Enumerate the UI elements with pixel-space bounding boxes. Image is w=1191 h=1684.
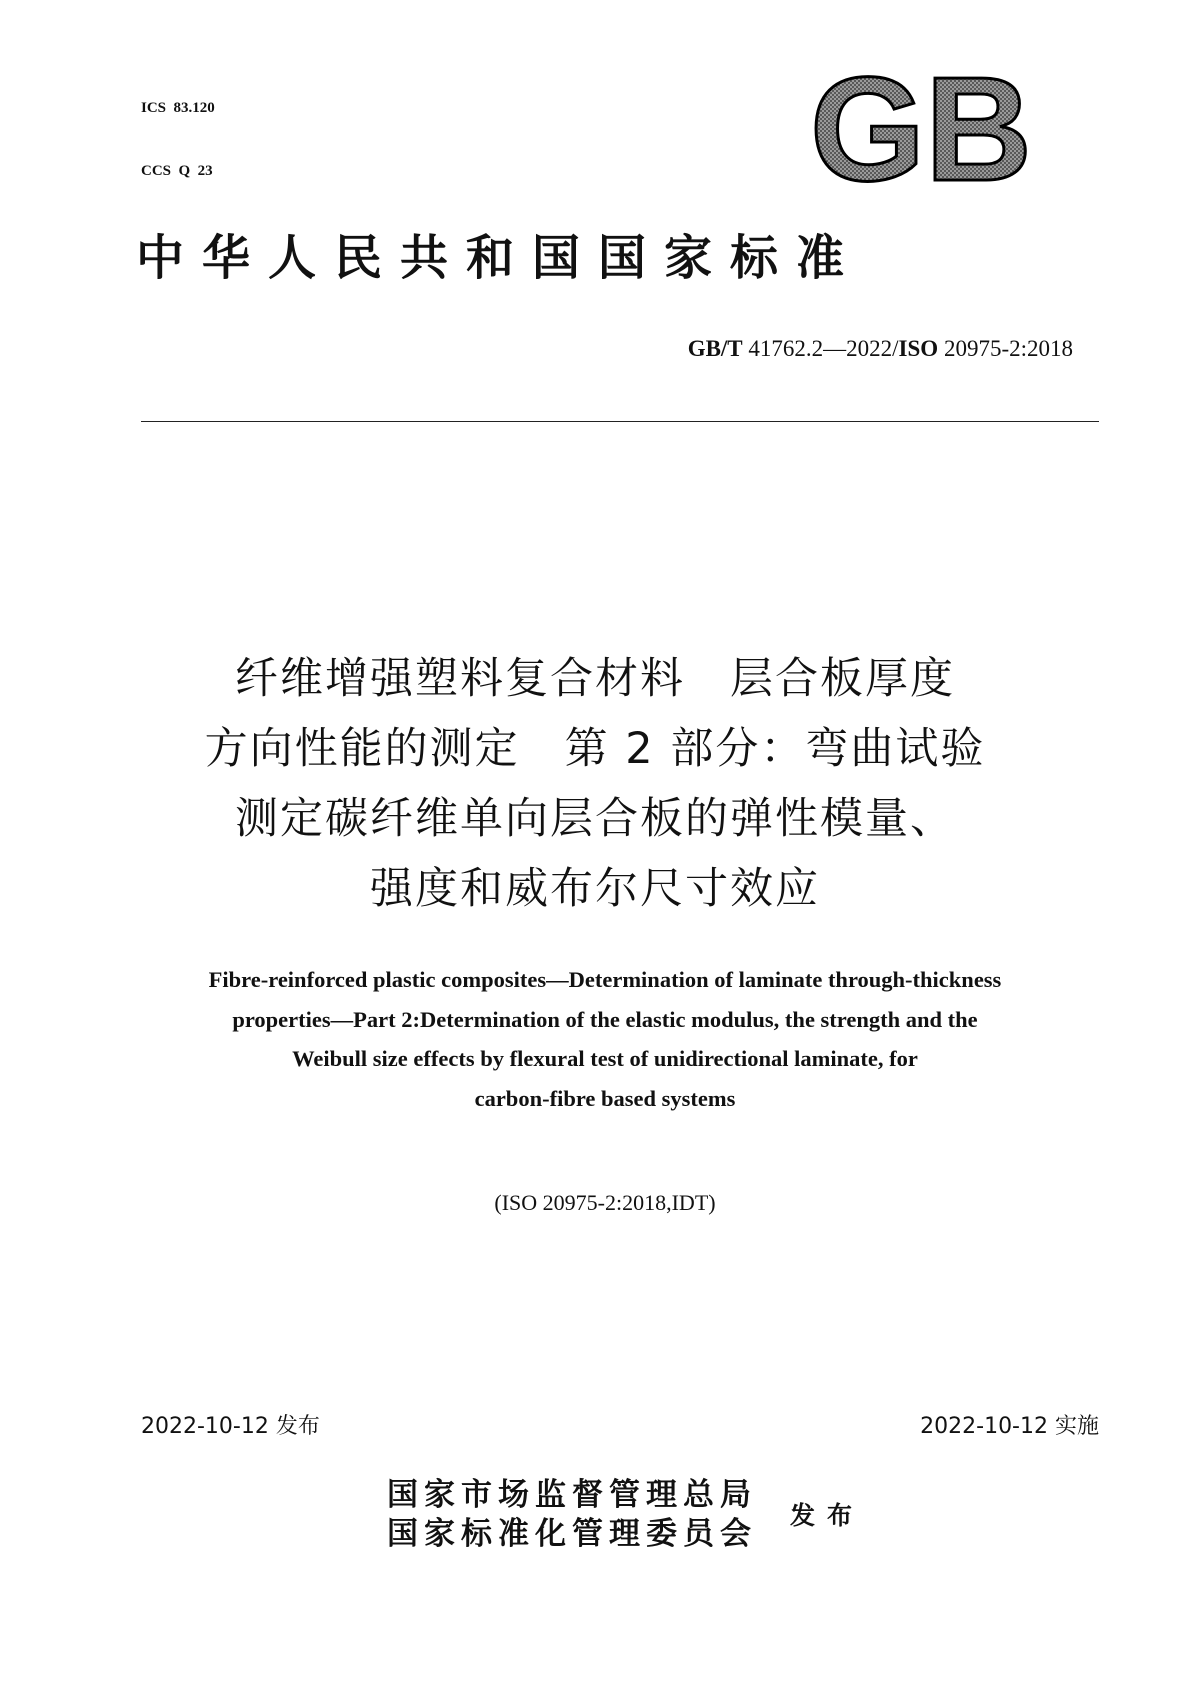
english-title-line: carbon-fibre based systems	[474, 1085, 736, 1111]
chinese-title	[100, 644, 1090, 924]
header-divider	[141, 421, 1099, 422]
ics-code: ICS 83.120	[141, 100, 215, 116]
issuer-line: 国家标准化管理委员会	[387, 1516, 757, 1552]
standard-number-iso-prefix: ISO	[898, 336, 939, 361]
issuer-line: 国家市场监督管理总局	[387, 1477, 757, 1513]
standard-category-title: 中华人民共和国国家标准	[136, 230, 863, 286]
adoption-note: (ISO 20975-2:2018,IDT)	[494, 1190, 716, 1215]
standard-number	[688, 336, 1073, 362]
english-title-line: Fibre-reinforced plastic composites—Determination of laminate through-thickness	[208, 967, 1002, 992]
issue-action: 发布	[790, 1501, 865, 1530]
chinese-title-line: 强度和威布尔尺寸效应	[370, 864, 820, 914]
english-title	[110, 960, 1100, 1118]
implementation-date: 2022-10-12 实施	[920, 1414, 1099, 1439]
chinese-title-line: 方向性能的测定 第 2 部分：弯曲试验	[204, 724, 986, 774]
gb-logo-text: GB	[810, 72, 1032, 192]
ccs-code: CCS Q 23	[141, 163, 213, 179]
standard-number-prefix: GB/T	[687, 336, 743, 361]
classification-codes	[141, 56, 215, 203]
standard-number-iso: 20975-2:2018	[938, 336, 1073, 361]
standard-number-main: 41762.2—2022/	[742, 336, 899, 361]
english-title-line: Weibull size effects by flexural test of unidirectional laminate, for	[292, 1046, 918, 1071]
chinese-title-line: 测定碳纤维单向层合板的弹性模量、	[235, 794, 955, 844]
gb-logo	[806, 72, 1038, 192]
chinese-title-line: 纤维增强塑料复合材料 层合板厚度	[235, 654, 955, 704]
english-title-line: properties—Part 2:Determination of the elastic modulus, the strength and the	[232, 1006, 978, 1032]
issue-date: 2022-10-12 发布	[141, 1414, 320, 1439]
issuing-authorities	[387, 1476, 757, 1554]
